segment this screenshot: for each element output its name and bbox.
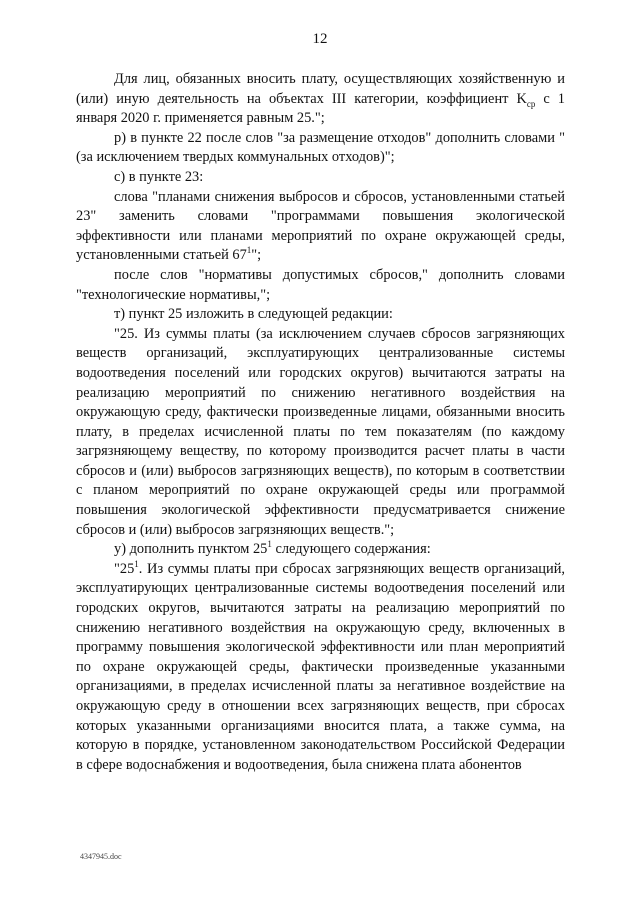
paragraph-item-t: т) пункт 25 изложить в следующей редакции: [114,306,393,323]
paragraph-item-u [76,540,565,560]
page-number: 12 [312,31,328,47]
paragraph-clause-25-1 [76,560,565,776]
superscript: 1 [267,539,272,550]
paragraph-text-tail: следующего содержания: [271,541,431,558]
paragraph-text-tail: с 1 января 2020 г. применяется равным 25."; [76,90,565,127]
paragraph-clause-25: "25. Из суммы платы (за исключением случаев сбросов загрязняющих веществ организаций, эксплуатирующих централизованные системы водоотведения поселений или городских округов) вычитаются затраты на реализацию мероприятий по снижению негативного воздействия на окружающую среду, фактически произведенные лицами, обязанными вносить плату, в пределах исчисленной платы по тем показателям (по каждому загрязняющему веществу, по которому производится расчет платы в части сбросов и (или) выбросов загрязняющих веществ), по которым в соответствии с планом мероприятий по охране окружающей среды или программой повышения экологической эффективности предусматривается снижение сбросов и (или) выбросов загрязняющих веществ."; [76,325,565,538]
paragraph-add-words: после слов "нормативы допустимых сбросов," дополнить словами "технологические нормативы,"; [76,266,565,303]
superscript: 1 [134,559,139,570]
paragraph-text: у) дополнить пунктом 25 [114,541,268,558]
paragraph-replace-words [76,188,565,266]
paragraph-text: "25 [114,560,135,577]
document-file-code: 4347945.doc [80,852,122,861]
paragraph-text: слова "планами снижения выбросов и сбросов, установленными статьей 23" заменить словами "программами повышения экологической эффективности или планами мероприятий по охране окружающей среды, установленными статьей 67 [76,188,565,264]
paragraph-text-tail: "; [251,247,262,264]
paragraph-coefficient [76,70,565,129]
paragraph-item-r: р) в пункте 22 после слов "за размещение отходов" дополнить словами "(за исключением твердых коммунальных отходов)"; [76,129,565,166]
paragraph-text: Для лиц, обязанных вносить плату, осуществляющих хозяйственную и (или) иную деятельность на объектах III категории, коэффициент K [76,71,565,107]
paragraph-item-s: с) в пункте 23: [114,168,204,185]
subscript: ср [526,98,536,109]
document-body [76,70,565,775]
superscript: 1 [246,245,252,256]
paragraph-text-tail: . Из суммы платы при сбросах загрязняющих веществ организаций, эксплуатирующих централизованные системы водоотведения поселений или городских округов, вычитаются затраты на реализацию мероприятий по снижению негативного воздействия на окружающую среду, включенных в программу повышения экологической эффективности или план мероприятий по охране окружающей среды, фактически произведенные указанными организациями, в пределах исчисленной платы за негативное воздействие на окружающую среду в отношении всех загрязняющих веществ, при сбросах которых указанными организациями вносится плата, а также сумма, на которую в порядке, установленном законодательством Российской Федерации в сфере водоснабжения и водоотведения, была снижена плата абонентов [76,560,565,773]
